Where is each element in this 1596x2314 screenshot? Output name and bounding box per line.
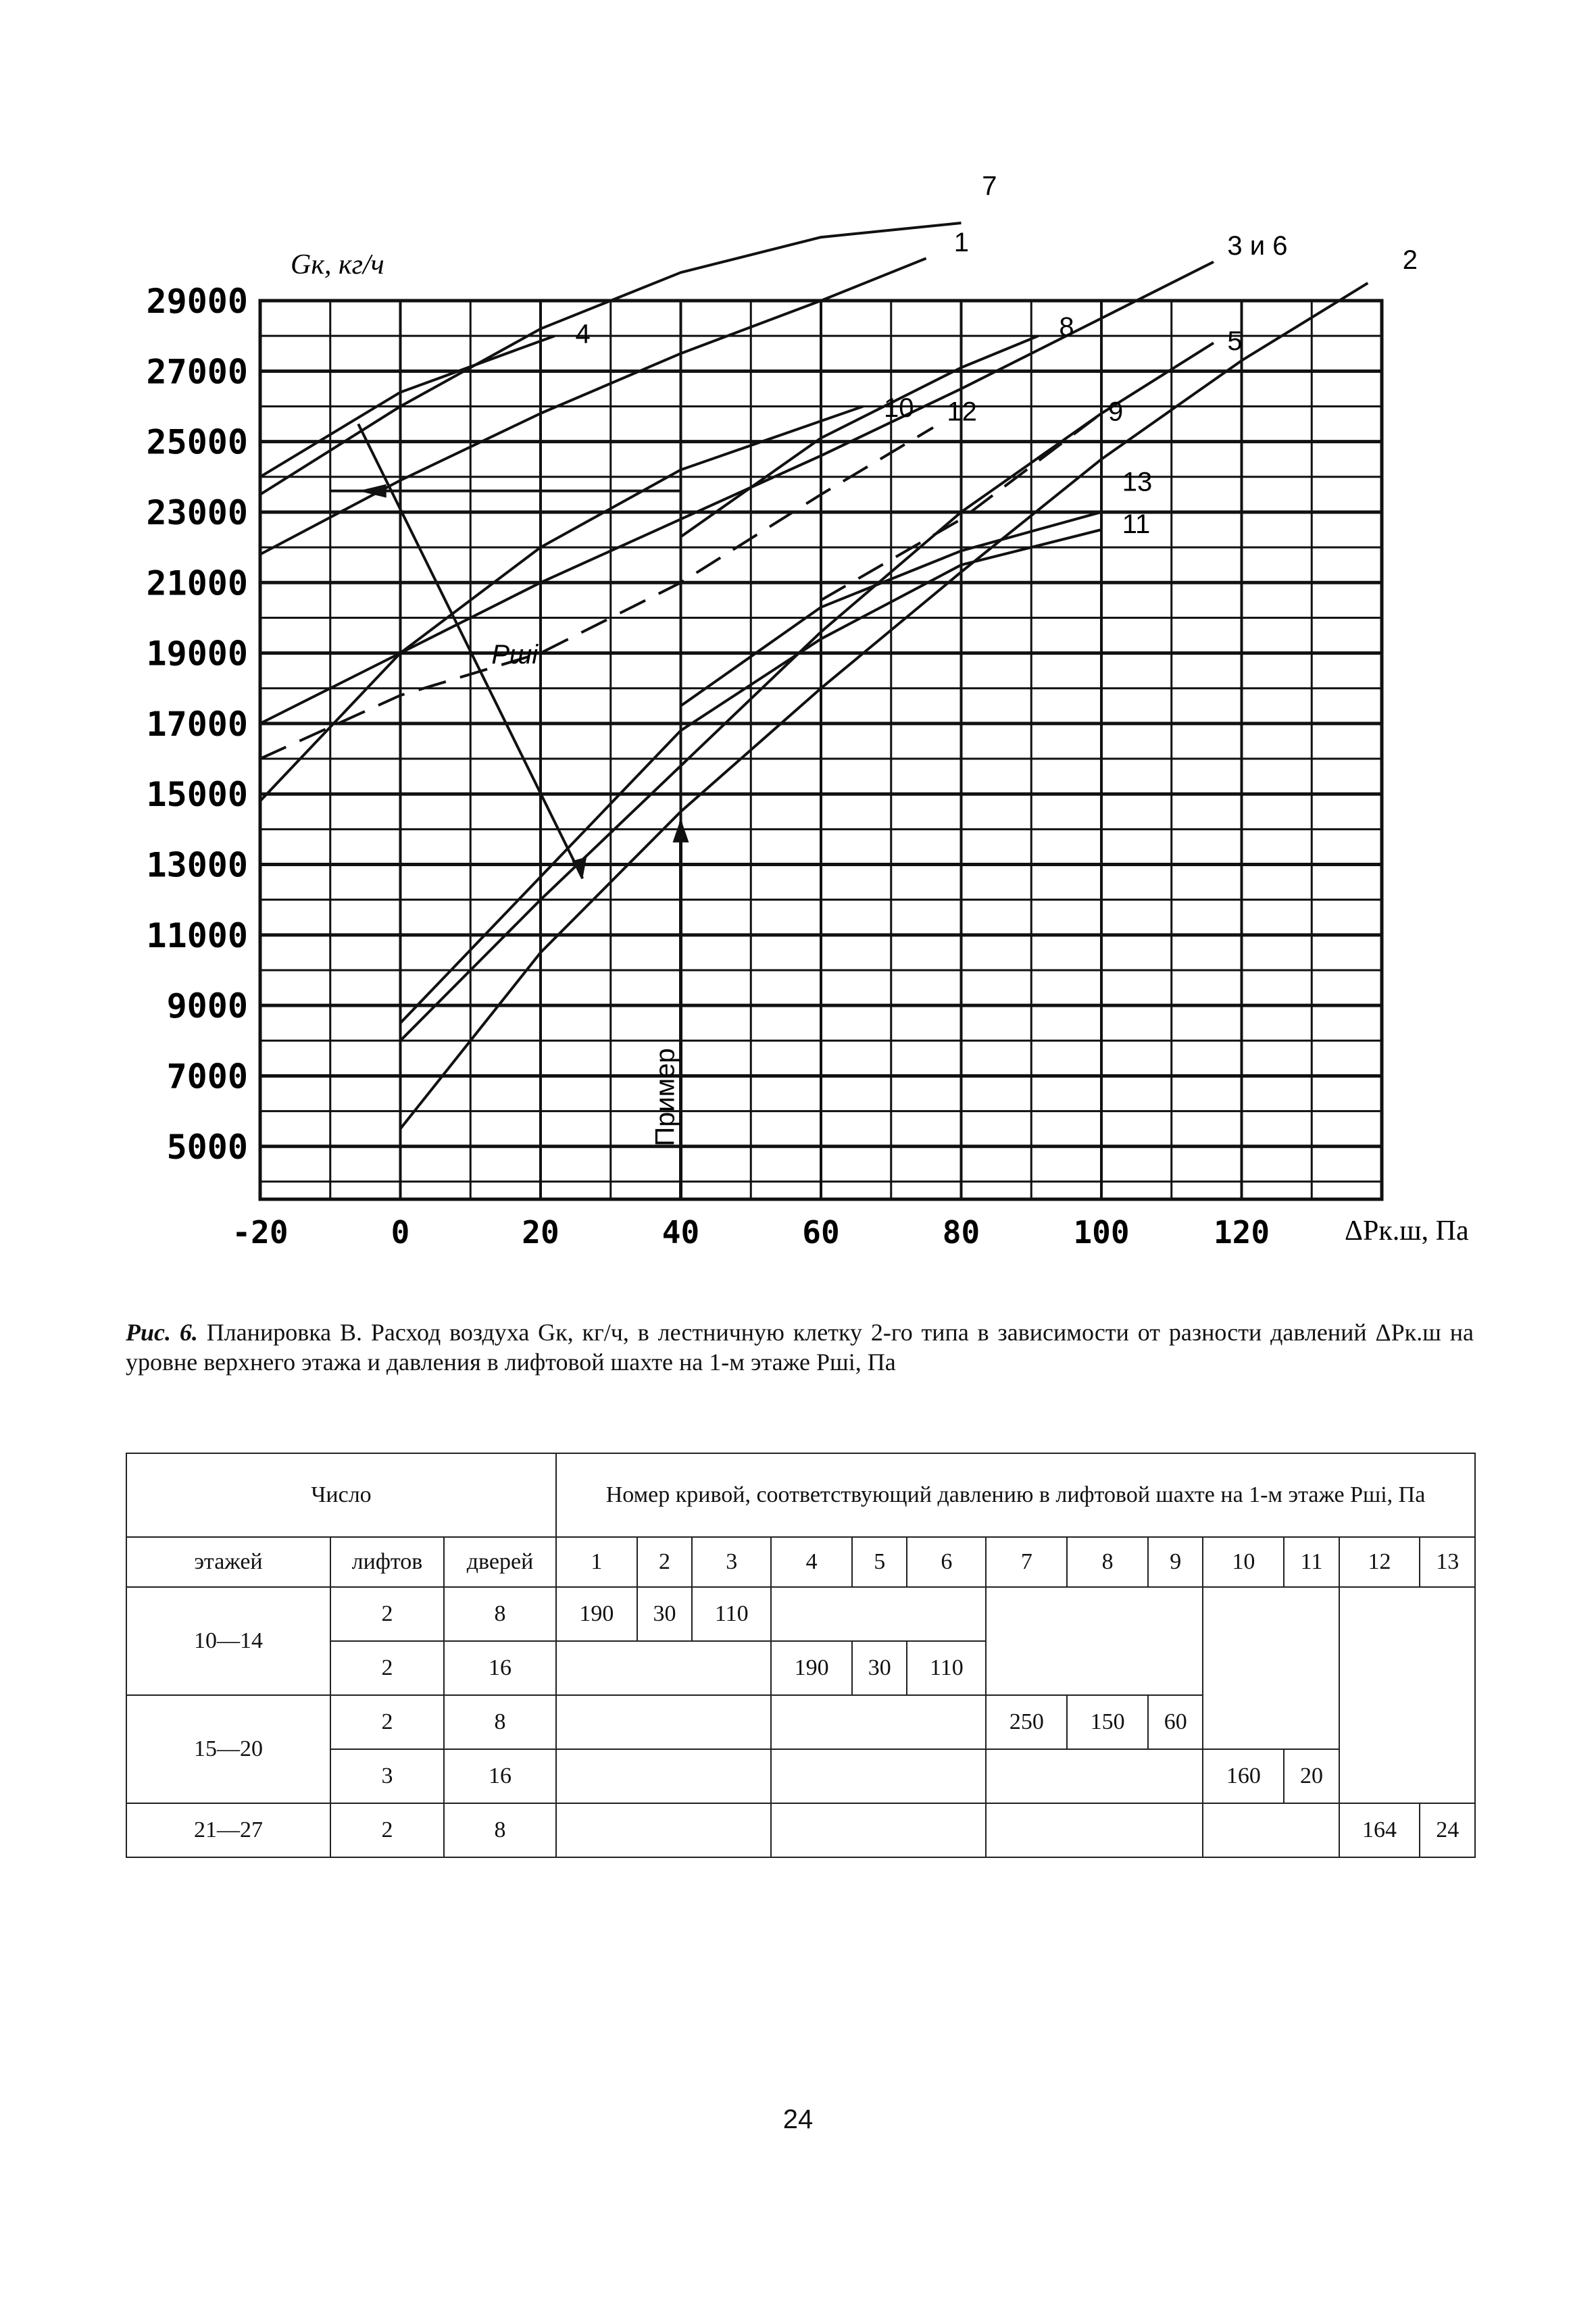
cell-value: 30 <box>852 1641 907 1695</box>
cell-value: 20 <box>1284 1749 1339 1803</box>
cell-empty <box>556 1803 771 1857</box>
cell-value: 110 <box>907 1641 986 1695</box>
y-axis-label: Gк, кг/ч <box>291 249 384 280</box>
curve-label: 11 <box>1122 509 1151 540</box>
th-curve-5: 5 <box>852 1537 907 1587</box>
x-tick-labels <box>232 1214 1270 1251</box>
cell-empty <box>556 1641 771 1695</box>
th-curve-7: 7 <box>986 1537 1067 1587</box>
cell-doors: 16 <box>444 1749 556 1803</box>
y-tick-label: 9000 <box>166 986 248 1026</box>
x-tick-label: 40 <box>662 1214 700 1251</box>
x-tick-label: 20 <box>522 1214 559 1251</box>
cell-value: 190 <box>771 1641 852 1695</box>
cell-empty <box>771 1803 986 1857</box>
y-tick-label: 13000 <box>146 845 248 885</box>
cell-lifts: 2 <box>330 1641 444 1695</box>
cell-empty <box>986 1749 1203 1803</box>
cell-value: 190 <box>556 1587 637 1641</box>
curve-label: 1 <box>953 227 969 257</box>
cell-empty <box>986 1803 1203 1857</box>
x-tick-label: 100 <box>1073 1214 1130 1251</box>
x-tick-label: 60 <box>802 1214 840 1251</box>
cell-lifts: 2 <box>330 1587 444 1641</box>
caption-text: Планировка В. Расход воздуха Gк, кг/ч, в лестничную клетку 2-го типа в зависимости от разности давлений ΔPк.ш на уровне верхнего этажа и давления в лифтовой шахте на 1-м этаже Pші, Па <box>126 1319 1474 1376</box>
th-floors: этажей <box>126 1537 330 1587</box>
th-curve-1: 1 <box>556 1537 637 1587</box>
th-doors: дверей <box>444 1537 556 1587</box>
th-curve-8: 8 <box>1067 1537 1148 1587</box>
th-curve-9: 9 <box>1148 1537 1203 1587</box>
cell-empty <box>986 1587 1203 1695</box>
cell-value: 164 <box>1339 1803 1420 1857</box>
series-lines <box>260 172 1418 1129</box>
curve-table <box>126 1453 1476 1858</box>
cell-empty <box>556 1695 771 1749</box>
cell-doors: 8 <box>444 1587 556 1641</box>
y-tick-labels <box>146 282 248 1167</box>
th-curve-number: Номер кривой, соответствующий давлению в лифтовой шахте на 1-м этаже Pші, Па <box>556 1453 1475 1537</box>
group-label: 15—20 <box>126 1695 330 1803</box>
cell-empty <box>1203 1587 1339 1749</box>
p-label: Pші <box>491 640 539 670</box>
example-arrow-icon <box>673 819 689 842</box>
figure-caption <box>126 1317 1474 1377</box>
y-tick-label: 19000 <box>146 634 248 674</box>
curve-label: 5 <box>1227 326 1243 357</box>
curve-label: 12 <box>947 397 977 427</box>
cell-value: 60 <box>1148 1695 1203 1749</box>
cell-value: 150 <box>1067 1695 1148 1749</box>
cell-value: 250 <box>986 1695 1067 1749</box>
cell-doors: 8 <box>444 1695 556 1749</box>
th-curve-10: 10 <box>1203 1537 1284 1587</box>
example-label: Пример <box>650 1048 680 1147</box>
y-tick-label: 15000 <box>146 775 248 815</box>
x-axis-label: ΔPк.ш, Па <box>1345 1215 1469 1247</box>
th-curve-2: 2 <box>637 1537 692 1587</box>
page-number: 24 <box>782 2105 814 2134</box>
curve-label: 3 и 6 <box>1227 231 1288 261</box>
cell-doors: 8 <box>444 1803 556 1857</box>
cell-empty <box>556 1749 771 1803</box>
y-tick-label: 29000 <box>146 282 248 321</box>
chart-grid <box>260 301 1382 1199</box>
y-tick-label: 7000 <box>166 1057 248 1097</box>
th-curve-4: 4 <box>771 1537 852 1587</box>
th-curve-12: 12 <box>1339 1537 1420 1587</box>
cell-value: 160 <box>1203 1749 1284 1803</box>
cell-lifts: 2 <box>330 1695 444 1749</box>
y-tick-label: 5000 <box>166 1127 248 1167</box>
cell-empty <box>1339 1587 1475 1803</box>
curve-label: 2 <box>1402 245 1418 276</box>
th-curve-11: 11 <box>1284 1537 1339 1587</box>
curve-label: 13 <box>1122 467 1153 497</box>
cell-empty <box>771 1749 986 1803</box>
x-tick-label: -20 <box>232 1214 289 1251</box>
curve-label: 10 <box>884 393 914 424</box>
curve-10 <box>260 407 863 801</box>
x-tick-label: 80 <box>942 1214 980 1251</box>
th-count: Число <box>126 1453 556 1537</box>
y-tick-label: 23000 <box>146 493 248 532</box>
cell-empty <box>771 1695 986 1749</box>
curve-label: 8 <box>1059 312 1074 343</box>
cell-empty <box>771 1587 986 1641</box>
y-tick-label: 21000 <box>146 563 248 603</box>
group-label: 10—14 <box>126 1587 330 1695</box>
cell-value: 30 <box>637 1587 692 1641</box>
cell-doors: 16 <box>444 1641 556 1695</box>
curve-label: 7 <box>982 171 997 201</box>
th-curve-3: 3 <box>692 1537 771 1587</box>
y-tick-label: 17000 <box>146 704 248 744</box>
cell-lifts: 3 <box>330 1749 444 1803</box>
y-tick-label: 27000 <box>146 352 248 392</box>
x-tick-label: 0 <box>391 1214 410 1251</box>
figure-number: Рис. 6. <box>126 1319 198 1346</box>
y-tick-label: 25000 <box>146 422 248 462</box>
cell-value: 110 <box>692 1587 771 1641</box>
th-curve-6: 6 <box>907 1537 986 1587</box>
th-curve-13: 13 <box>1420 1537 1475 1587</box>
curve-label: 9 <box>1108 397 1124 427</box>
th-lifts: лифтов <box>330 1537 444 1587</box>
cell-value: 24 <box>1420 1803 1475 1857</box>
y-tick-label: 11000 <box>146 915 248 955</box>
group-label: 21—27 <box>126 1803 330 1857</box>
cell-lifts: 2 <box>330 1803 444 1857</box>
x-tick-label: 120 <box>1213 1214 1270 1251</box>
curve-label: 4 <box>575 319 591 349</box>
cell-empty <box>1203 1803 1339 1857</box>
